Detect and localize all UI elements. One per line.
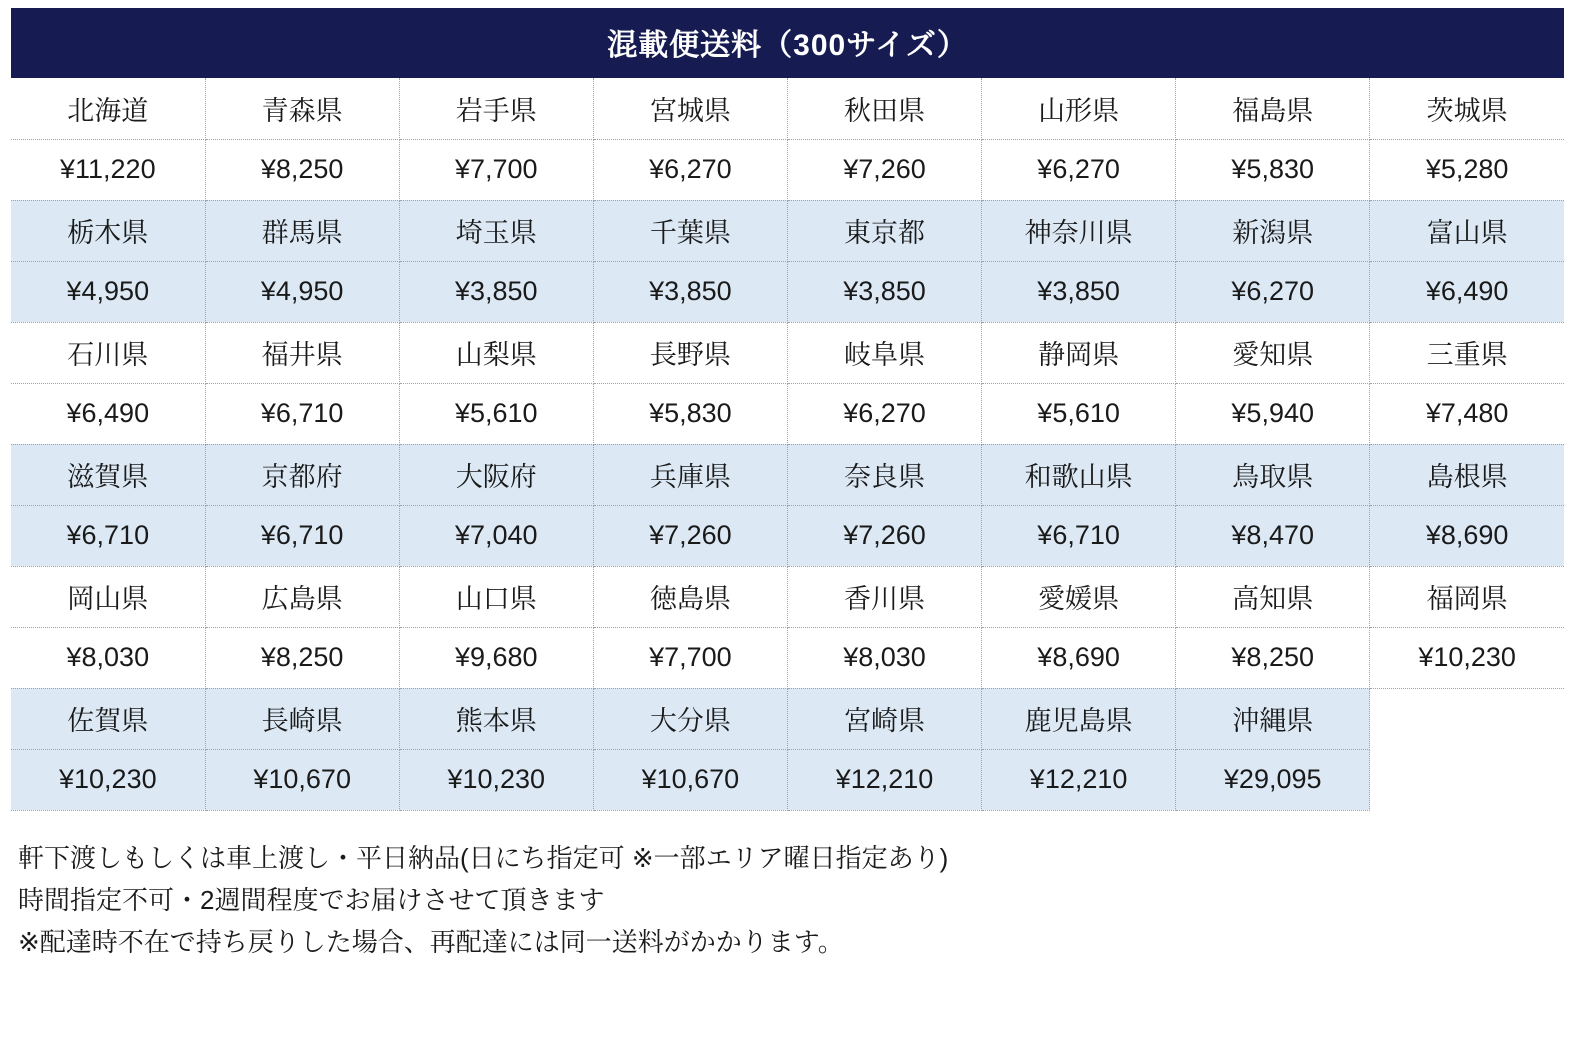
price-cell: ¥8,030 — [787, 627, 981, 688]
shipping-fee-table — [11, 8, 1564, 811]
region-cell: 宮崎県 — [787, 688, 981, 749]
region-cell: 愛知県 — [1176, 322, 1370, 383]
price-cell: ¥5,610 — [399, 383, 593, 444]
price-cell: ¥5,940 — [1176, 383, 1370, 444]
region-cell: 大阪府 — [399, 444, 593, 505]
region-cell: 静岡県 — [982, 322, 1176, 383]
table-row — [11, 139, 1564, 200]
price-cell: ¥11,220 — [11, 139, 205, 200]
table-row — [11, 78, 1564, 139]
price-cell: ¥5,280 — [1370, 139, 1564, 200]
note-line: 軒下渡しもしくは車上渡し・平日納品(日にち指定可 ※一部エリア曜日指定あり) — [18, 842, 949, 873]
region-cell: 福島県 — [1176, 78, 1370, 139]
region-cell: 岐阜県 — [787, 322, 981, 383]
table-row — [11, 261, 1564, 322]
region-cell: 佐賀県 — [11, 688, 205, 749]
region-cell: 埼玉県 — [399, 200, 593, 261]
price-cell: ¥4,950 — [205, 261, 399, 322]
region-cell: 秋田県 — [787, 78, 981, 139]
price-cell: ¥3,850 — [593, 261, 787, 322]
price-cell: ¥10,230 — [1370, 627, 1564, 688]
region-cell: 石川県 — [11, 322, 205, 383]
price-cell: ¥8,690 — [982, 627, 1176, 688]
price-cell: ¥7,700 — [593, 627, 787, 688]
region-cell: 福井県 — [205, 322, 399, 383]
price-cell: ¥6,270 — [593, 139, 787, 200]
region-cell: 山形県 — [982, 78, 1176, 139]
price-cell: ¥3,850 — [787, 261, 981, 322]
price-cell: ¥12,210 — [982, 749, 1176, 810]
region-cell: 鳥取県 — [1176, 444, 1370, 505]
price-cell: ¥7,480 — [1370, 383, 1564, 444]
price-cell: ¥7,260 — [593, 505, 787, 566]
page-title: 混載便送料（300サイズ） — [11, 8, 1564, 78]
price-cell: ¥8,250 — [205, 139, 399, 200]
price-cell: ¥6,490 — [11, 383, 205, 444]
region-cell: 東京都 — [787, 200, 981, 261]
price-cell: ¥6,710 — [982, 505, 1176, 566]
region-cell: 群馬県 — [205, 200, 399, 261]
region-cell: 新潟県 — [1176, 200, 1370, 261]
price-cell: ¥7,700 — [399, 139, 593, 200]
region-cell: 長野県 — [593, 322, 787, 383]
price-cell: ¥6,270 — [982, 139, 1176, 200]
region-cell: 奈良県 — [787, 444, 981, 505]
price-cell: ¥8,030 — [11, 627, 205, 688]
region-cell: 鹿児島県 — [982, 688, 1176, 749]
region-cell: 千葉県 — [593, 200, 787, 261]
region-cell: 三重県 — [1370, 322, 1564, 383]
region-cell: 福岡県 — [1370, 566, 1564, 627]
region-cell: 岡山県 — [11, 566, 205, 627]
price-cell: ¥7,260 — [787, 139, 981, 200]
price-cell: ¥6,490 — [1370, 261, 1564, 322]
price-cell: ¥7,040 — [399, 505, 593, 566]
region-cell: 宮城県 — [593, 78, 787, 139]
region-cell: 滋賀県 — [11, 444, 205, 505]
price-cell: ¥8,250 — [1176, 627, 1370, 688]
price-cell: ¥10,230 — [399, 749, 593, 810]
table-row — [11, 383, 1564, 444]
region-cell: 岩手県 — [399, 78, 593, 139]
price-cell: ¥5,830 — [1176, 139, 1370, 200]
price-cell: ¥3,850 — [399, 261, 593, 322]
region-cell: 長崎県 — [205, 688, 399, 749]
note-line: ※配達時不在で持ち戻りした場合、再配達には同一送料がかかります。 — [18, 926, 844, 957]
table-row — [11, 566, 1564, 627]
region-cell: 神奈川県 — [982, 200, 1176, 261]
region-cell: 富山県 — [1370, 200, 1564, 261]
table-row — [11, 627, 1564, 688]
region-cell: 山口県 — [399, 566, 593, 627]
region-cell: 熊本県 — [399, 688, 593, 749]
price-cell: ¥10,670 — [593, 749, 787, 810]
shipping-fee-table-wrapper — [11, 0, 1564, 811]
region-cell: 沖縄県 — [1176, 688, 1370, 749]
table-row — [11, 505, 1564, 566]
region-cell: 高知県 — [1176, 566, 1370, 627]
note-line: 時間指定不可・2週間程度でお届けさせて頂きます — [18, 884, 605, 915]
price-cell — [1370, 749, 1564, 810]
region-cell: 兵庫県 — [593, 444, 787, 505]
price-cell: ¥8,690 — [1370, 505, 1564, 566]
region-cell: 京都府 — [205, 444, 399, 505]
region-cell: 和歌山県 — [982, 444, 1176, 505]
table-title-row — [11, 8, 1564, 78]
region-cell: 北海道 — [11, 78, 205, 139]
price-cell: ¥6,270 — [787, 383, 981, 444]
price-cell: ¥12,210 — [787, 749, 981, 810]
region-cell: 香川県 — [787, 566, 981, 627]
region-cell — [1370, 688, 1564, 749]
shipping-fee-table-body — [11, 78, 1564, 810]
price-cell: ¥7,260 — [787, 505, 981, 566]
price-cell: ¥3,850 — [982, 261, 1176, 322]
price-cell: ¥8,470 — [1176, 505, 1370, 566]
table-row — [11, 200, 1564, 261]
region-cell: 島根県 — [1370, 444, 1564, 505]
table-row — [11, 322, 1564, 383]
price-cell: ¥6,710 — [205, 505, 399, 566]
price-cell: ¥4,950 — [11, 261, 205, 322]
price-cell: ¥10,670 — [205, 749, 399, 810]
region-cell: 愛媛県 — [982, 566, 1176, 627]
region-cell: 茨城県 — [1370, 78, 1564, 139]
price-cell: ¥6,270 — [1176, 261, 1370, 322]
price-cell: ¥6,710 — [11, 505, 205, 566]
region-cell: 広島県 — [205, 566, 399, 627]
region-cell: 青森県 — [205, 78, 399, 139]
price-cell: ¥9,680 — [399, 627, 593, 688]
table-row — [11, 444, 1564, 505]
price-cell: ¥10,230 — [11, 749, 205, 810]
price-cell: ¥8,250 — [205, 627, 399, 688]
price-cell: ¥6,710 — [205, 383, 399, 444]
region-cell: 徳島県 — [593, 566, 787, 627]
region-cell: 山梨県 — [399, 322, 593, 383]
table-row — [11, 749, 1564, 810]
price-cell: ¥5,830 — [593, 383, 787, 444]
price-cell: ¥29,095 — [1176, 749, 1370, 810]
table-row — [11, 688, 1564, 749]
region-cell: 大分県 — [593, 688, 787, 749]
price-cell: ¥5,610 — [982, 383, 1176, 444]
region-cell: 栃木県 — [11, 200, 205, 261]
notes-block — [18, 837, 1575, 963]
